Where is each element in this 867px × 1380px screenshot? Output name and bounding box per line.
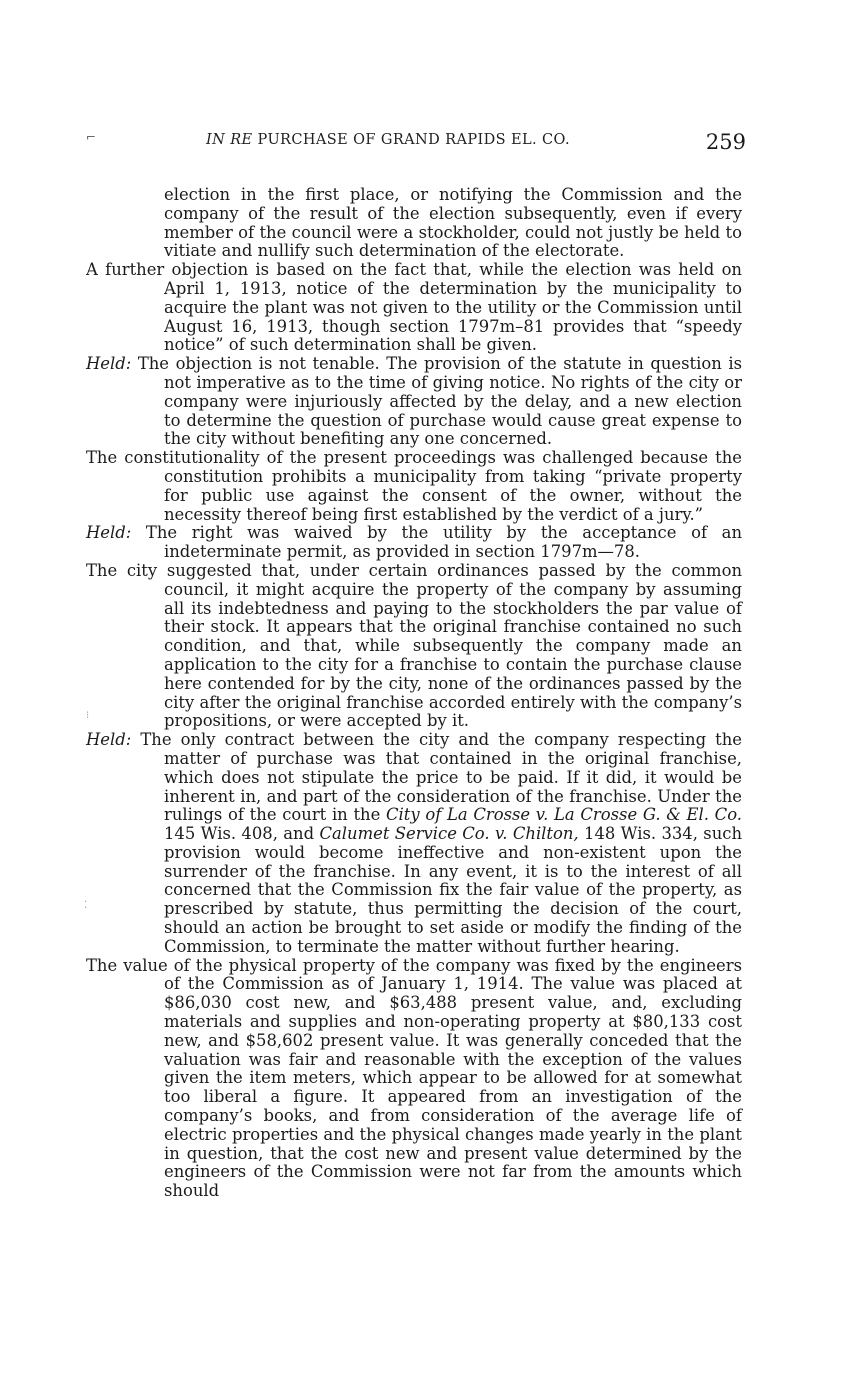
paragraph-statement xyxy=(86,261,742,355)
paragraph-continuation xyxy=(86,186,742,261)
running-head-title xyxy=(206,132,570,148)
paragraph-text: The constitutionality of the present proceedings was challenged because the constitution prohibits a municipality from taking “private property for public use against the consent of the owner, without the necessity thereof being first established by the verdict of a jury.” xyxy=(86,448,742,524)
paragraph-held xyxy=(86,355,742,449)
case-citation: City of La Crosse v. La Crosse G. & El. Co. xyxy=(386,805,743,825)
running-head xyxy=(86,130,746,154)
paragraph-held xyxy=(86,731,742,957)
body-text xyxy=(86,186,742,1201)
paragraph-statement xyxy=(86,562,742,731)
paragraph-text: The only contract between the city and the company respecting the matter of purchase was that contained in the original franchise, which does not stipulate the price to be paid. If it did, it would be inherent in, and part of the consideration of the franchise. Under the rulings of the court in the xyxy=(131,730,742,825)
paragraph-text: The right was waived by the utility by the acceptance of an indeterminate permit, as provided in section 1797m—78. xyxy=(131,523,742,562)
paragraph-text: 145 Wis. 408, and xyxy=(164,824,320,844)
paragraph-text: The value of the physical property of the company was fixed by the engineers of the Commission as of January 1, 1914. The value was placed at $86,030 cost new, and $63,488 present value, and, excluding materials and supplies and non-operating property at $80,133 cost new, and $58,602 present value. It was generally conceded that the valuation was fair and reasonable with the exception of the values given the item meters, which appear to be allowed for at somewhat too liberal a figure. It appeared from an investigation of the company’s books, and from consideration of the average life of electric properties and the physical changes made yearly in the plant in question, that the cost new and present value determined by the engineers of the Commission were not far from the amounts which should xyxy=(86,955,742,1201)
margin-specks: ⁝ xyxy=(86,710,90,721)
paragraph-text: 148 Wis. 334, such provision would become ineffective and non-existent upon the surrender of the franchise. In any event, it is to the interest of all concerned that the Commission fix the fair value of the property, as prescribed by statute, thus permitting the decision of the court, should an action be brought to set aside or modify the finding of the Commission, to terminate the matter without further hearing. xyxy=(164,824,742,956)
corner-mark: ⌐ xyxy=(86,130,97,144)
held-label: Held: xyxy=(86,730,132,750)
running-head-rest: PURCHASE OF GRAND RAPIDS EL. CO. xyxy=(252,132,570,148)
paragraph-statement xyxy=(86,957,742,1201)
paragraph-text: A further objection is based on the fact that, while the election was held on April 1, 1913, notice of the determination by the municipality to acquire the plant was not given to the utility or the Commission until August 16, 1913, though section 1797m–81 provides that “speedy notice” of such determination shall be given. xyxy=(86,260,742,355)
paragraph-held xyxy=(86,524,742,562)
margin-specks: ⁚ xyxy=(84,900,88,911)
held-label: Held: xyxy=(86,523,132,543)
running-head-italic: IN RE xyxy=(206,132,253,148)
paragraph-statement xyxy=(86,449,742,524)
page-number: 259 xyxy=(705,130,746,154)
paragraph-text: The objection is not tenable. The provision of the statute in question is not imperative as to the time of giving notice. No rights of the city or company were injuriously affected by the delay, and a new election to determine the question of purchase would cause great expense to the city without benefiting any one concerned. xyxy=(131,354,742,449)
case-citation: Calumet Service Co. v. Chilton, xyxy=(319,824,579,844)
paragraph-text: The city suggested that, under certain ordinances passed by the common council, it might acquire the property of the company by assuming all its indebtedness and paying to the stockholders the par value of their stock. It appears that the original franchise contained no such condition, and that, while subsequently the company made an application to the city for a franchise to contain the purchase clause here contended for by the city, none of the ordinances passed by the city after the original franchise accorded entirely with the company’s propositions, or were accepted by it. xyxy=(86,560,742,731)
held-label: Held: xyxy=(86,354,132,374)
paragraph-text: election in the first place, or notifying the Commission and the company of the result of the election subsequently, even if every member of the council were a stockholder, could not justly be held to vitiate and nullify such determination of the electorate. xyxy=(164,185,742,261)
